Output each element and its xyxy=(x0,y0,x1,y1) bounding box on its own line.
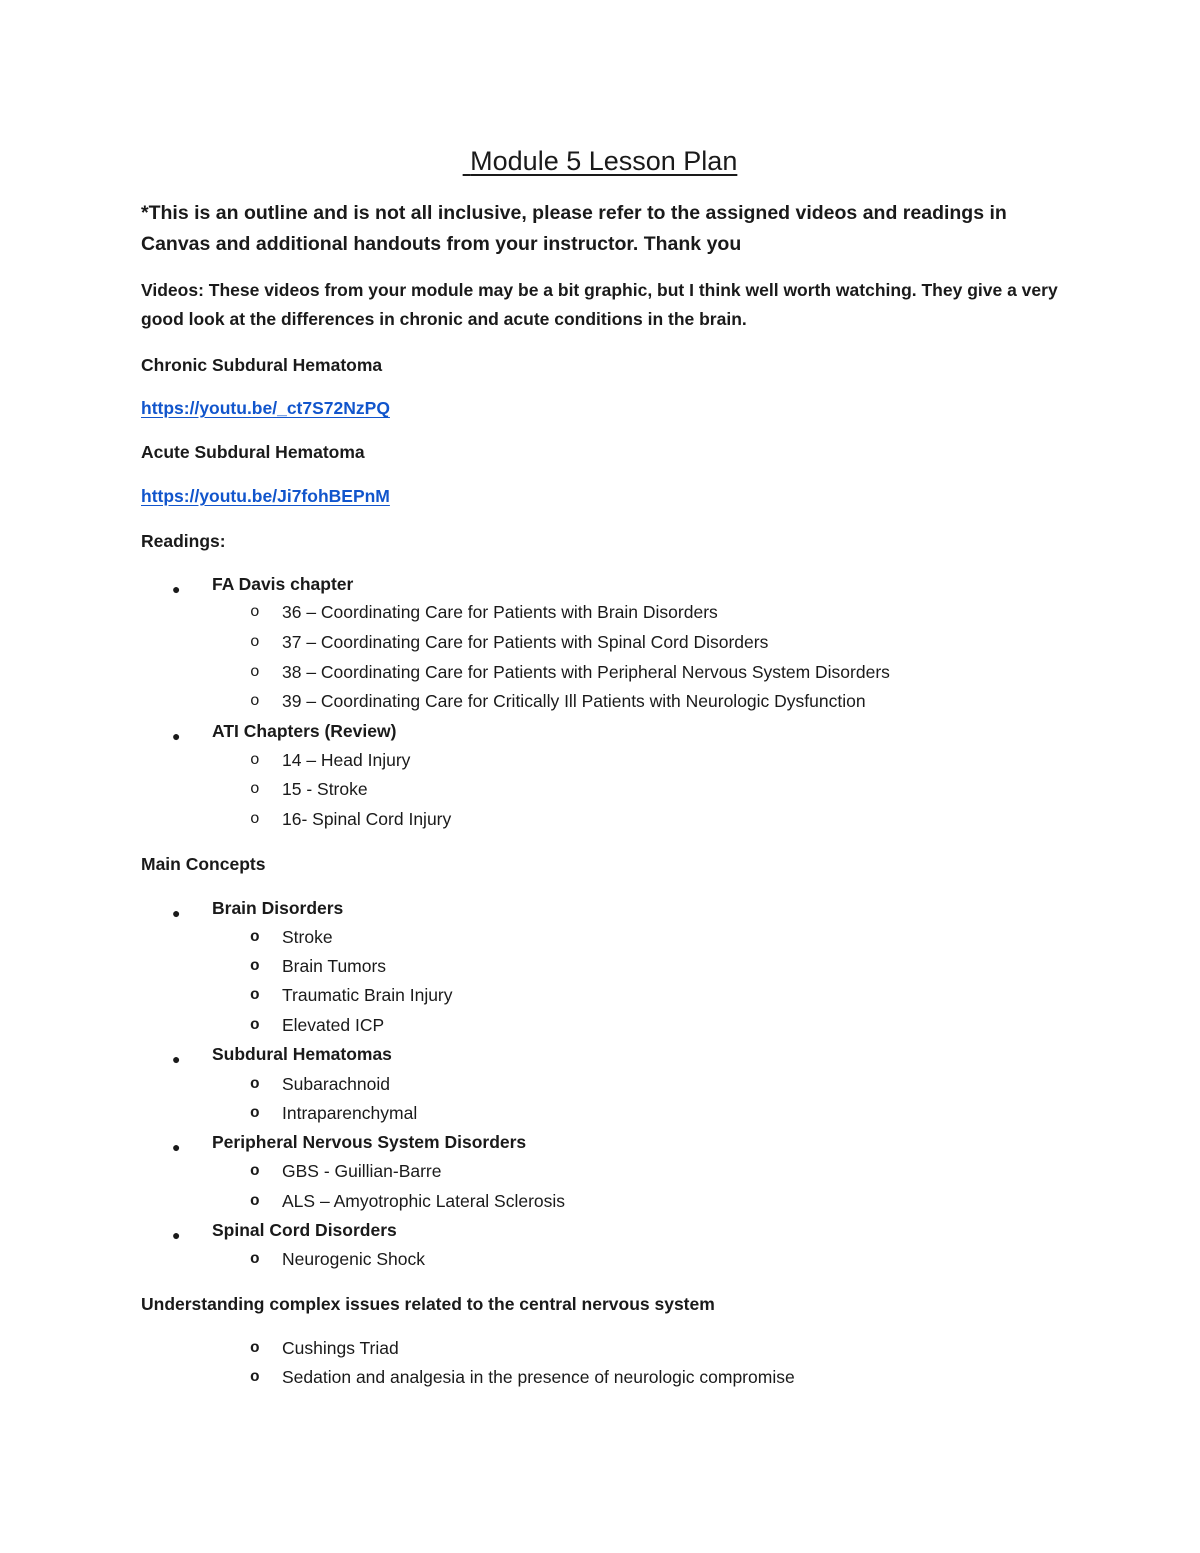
page-title-text: Module 5 Lesson Plan xyxy=(470,146,738,176)
reading-item-text: 37 – Coordinating Care for Patients with Spinal Cord Disorders xyxy=(282,632,769,652)
reading-item-text: 14 – Head Injury xyxy=(282,750,411,770)
reading-item-text: 15 - Stroke xyxy=(282,779,368,799)
videos-note-text: Videos: These videos from your module may be a bit graphic, but I think well worth watching. They give a very good look at the differences in chronic and acute conditions in the brain. xyxy=(141,280,1058,329)
bullet-icon: ● xyxy=(172,581,181,597)
circle-bullet-icon: o xyxy=(250,928,260,946)
complex-item-text: Sedation and analgesia in the presence of neurologic compromise xyxy=(282,1367,795,1387)
bullet-icon: ● xyxy=(172,1139,181,1155)
circle-bullet-icon: o xyxy=(250,663,260,681)
concept-group-label: Subdural Hematomas xyxy=(212,1044,392,1064)
circle-bullet-icon: o xyxy=(250,751,260,769)
reading-item-text: 39 – Coordinating Care for Critically Ill Patients with Neurologic Dysfunction xyxy=(282,691,866,711)
bullet-icon: ● xyxy=(172,905,181,921)
circle-bullet-icon: o xyxy=(250,1339,260,1357)
circle-bullet-icon: o xyxy=(250,780,260,798)
chronic-hematoma-link[interactable]: https://youtu.be/_ct7S72NzPQ xyxy=(141,398,390,418)
concept-group-label: Spinal Cord Disorders xyxy=(212,1220,397,1240)
circle-bullet-icon: o xyxy=(250,1250,260,1268)
reading-item-text: 36 – Coordinating Care for Patients with Brain Disorders xyxy=(282,602,718,622)
readings-heading: Readings: xyxy=(141,531,226,551)
page-title xyxy=(0,146,1200,177)
main-concepts-heading: Main Concepts xyxy=(141,854,266,874)
circle-bullet-icon: o xyxy=(250,1104,260,1122)
bullet-icon: ● xyxy=(172,728,181,744)
concept-item-text: GBS - Guillian-Barre xyxy=(282,1161,442,1181)
circle-bullet-icon: o xyxy=(250,603,260,621)
reading-item-text: 38 – Coordinating Care for Patients with Peripheral Nervous System Disorders xyxy=(282,662,890,682)
reading-group-label: FA Davis chapter xyxy=(212,574,354,594)
concept-item-text: Elevated ICP xyxy=(282,1015,385,1035)
circle-bullet-icon: o xyxy=(250,1368,260,1386)
concept-item-text: Intraparenchymal xyxy=(282,1103,418,1123)
chronic-hematoma-label: Chronic Subdural Hematoma xyxy=(141,355,383,375)
concept-group-label: Brain Disorders xyxy=(212,898,344,918)
complex-item-text: Cushings Triad xyxy=(282,1338,399,1358)
concept-item-text: Traumatic Brain Injury xyxy=(282,985,453,1005)
circle-bullet-icon: o xyxy=(250,1192,260,1210)
concept-item-text: Brain Tumors xyxy=(282,956,387,976)
circle-bullet-icon: o xyxy=(250,1162,260,1180)
concept-item-text: Neurogenic Shock xyxy=(282,1249,425,1269)
reading-item-text: 16- Spinal Cord Injury xyxy=(282,809,452,829)
reading-group-label: ATI Chapters (Review) xyxy=(212,721,397,741)
concept-item-text: Stroke xyxy=(282,927,333,947)
circle-bullet-icon: o xyxy=(250,692,260,710)
circle-bullet-icon: o xyxy=(250,810,260,828)
circle-bullet-icon: o xyxy=(250,633,260,651)
concept-item-text: ALS – Amyotrophic Lateral Sclerosis xyxy=(282,1191,566,1211)
bullet-icon: ● xyxy=(172,1051,181,1067)
concept-item-text: Subarachnoid xyxy=(282,1074,390,1094)
circle-bullet-icon: o xyxy=(250,1016,260,1034)
acute-hematoma-label: Acute Subdural Hematoma xyxy=(141,442,365,462)
videos-note xyxy=(141,276,1061,334)
concept-group-label: Peripheral Nervous System Disorders xyxy=(212,1132,527,1152)
circle-bullet-icon: o xyxy=(250,1075,260,1093)
circle-bullet-icon: o xyxy=(250,986,260,1004)
bullet-icon: ● xyxy=(172,1227,181,1243)
circle-bullet-icon: o xyxy=(250,957,260,975)
acute-hematoma-link[interactable]: https://youtu.be/Ji7fohBEPnM xyxy=(141,486,390,506)
outline-notice: *This is an outline and is not all inclusive, please refer to the assigned videos and readings in Canvas and additional handouts from your instructor. Thank you xyxy=(141,202,1007,255)
complex-issues-heading: Understanding complex issues related to the central nervous system xyxy=(141,1294,715,1314)
